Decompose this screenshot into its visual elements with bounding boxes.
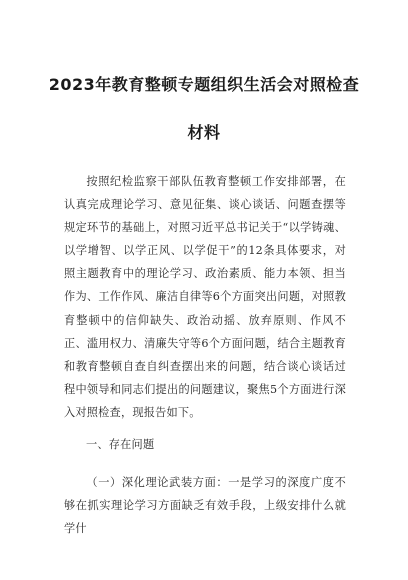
document-title-line1: 2023年教育整顿专题组织生活会对照检查 bbox=[48, 75, 360, 94]
section-heading: 一、存在问题 bbox=[86, 438, 155, 451]
section-paragraph: （一）深化理论武装方面：一是学习的深度广度不够在抓实理论学习方面缺乏有效手段，上级安排什么就学什 bbox=[64, 476, 346, 536]
intro-paragraph: 按照纪检监察干部队伍教育整顿工作安排部署，在认真完成理论学习、意见征集、谈心谈话、问题查摆等规定环节的基础上，对照习近平总书记关于“以学铸魂、以学增智、以学正风、以学促干”的12条具体要求，对照主题教育中的理论学习、政治素质、能力本领、担当作为、工作作风、廉洁自律等6个方面突出问题，对照教育整顿中的信仰缺失、政治动摇、放弃原则、作风不正、滥用权力、清廉失守等6个方面问题，结合主题教育和教育整顿自查自纠查摆出来的问题，结合谈心谈话过程中领导和同志们提出的问题建议，聚焦5个方面进行深入对照检查，现报告如下。 bbox=[64, 175, 346, 419]
document-title-line2: 材料 bbox=[187, 123, 221, 142]
